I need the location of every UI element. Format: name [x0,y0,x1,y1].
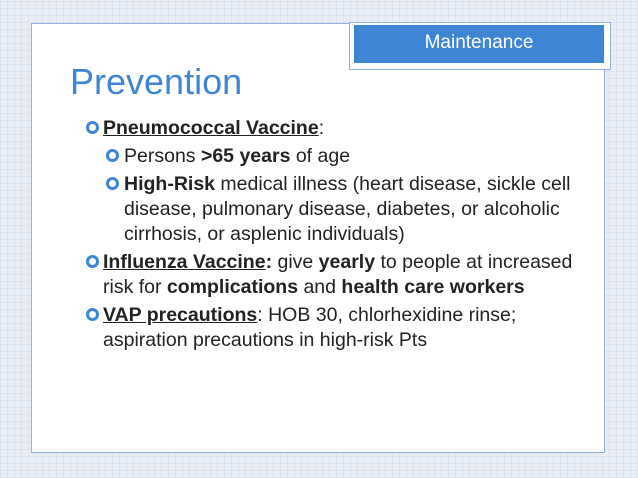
vap-text: : HOB 30, chlorhexidine rinse; aspiration precautions in high-risk Pts [103,304,517,351]
influenza-colon: : [265,251,273,273]
section-tab: Maintenance [354,25,604,63]
bullet-ring-icon [106,177,119,190]
influenza-text-2: to people at increased risk for [103,251,573,298]
high-risk-bold: High-Risk [124,173,216,195]
pneumococcal-heading: Pneumococcal Vaccine [103,117,319,139]
bullet-pneumococcal [86,116,586,141]
bullet-persons [86,144,586,169]
bullet-ring-icon [106,149,119,162]
bullet-vap [86,303,586,353]
influenza-bold-yearly: yearly [318,251,376,273]
bullet-ring-icon [86,308,99,321]
influenza-text-1: give [272,251,319,273]
influenza-bold-complications: complications [166,276,299,298]
slide-title: Prevention [70,61,243,102]
bullet-influenza [86,250,586,300]
persons-text-post: of age [290,145,351,167]
bullet-list [86,116,586,356]
high-risk-text: medical illness (heart disease, sickle cell disease, pulmonary disease, diabetes, or alcoholic cirrhosis, or asplenic individuals) [124,173,571,245]
bullet-high-risk [86,172,586,247]
persons-text-pre: Persons [124,145,201,167]
section-tab-frame [349,22,611,70]
influenza-heading: Influenza Vaccine [103,251,266,273]
influenza-bold-workers: health care workers [341,276,525,298]
influenza-text-3: and [298,276,342,298]
vap-heading: VAP precautions [103,304,258,326]
pneumococcal-colon: : [318,117,325,139]
bullet-ring-icon [86,121,99,134]
bullet-ring-icon [86,255,99,268]
persons-age-bold: >65 years [200,145,291,167]
